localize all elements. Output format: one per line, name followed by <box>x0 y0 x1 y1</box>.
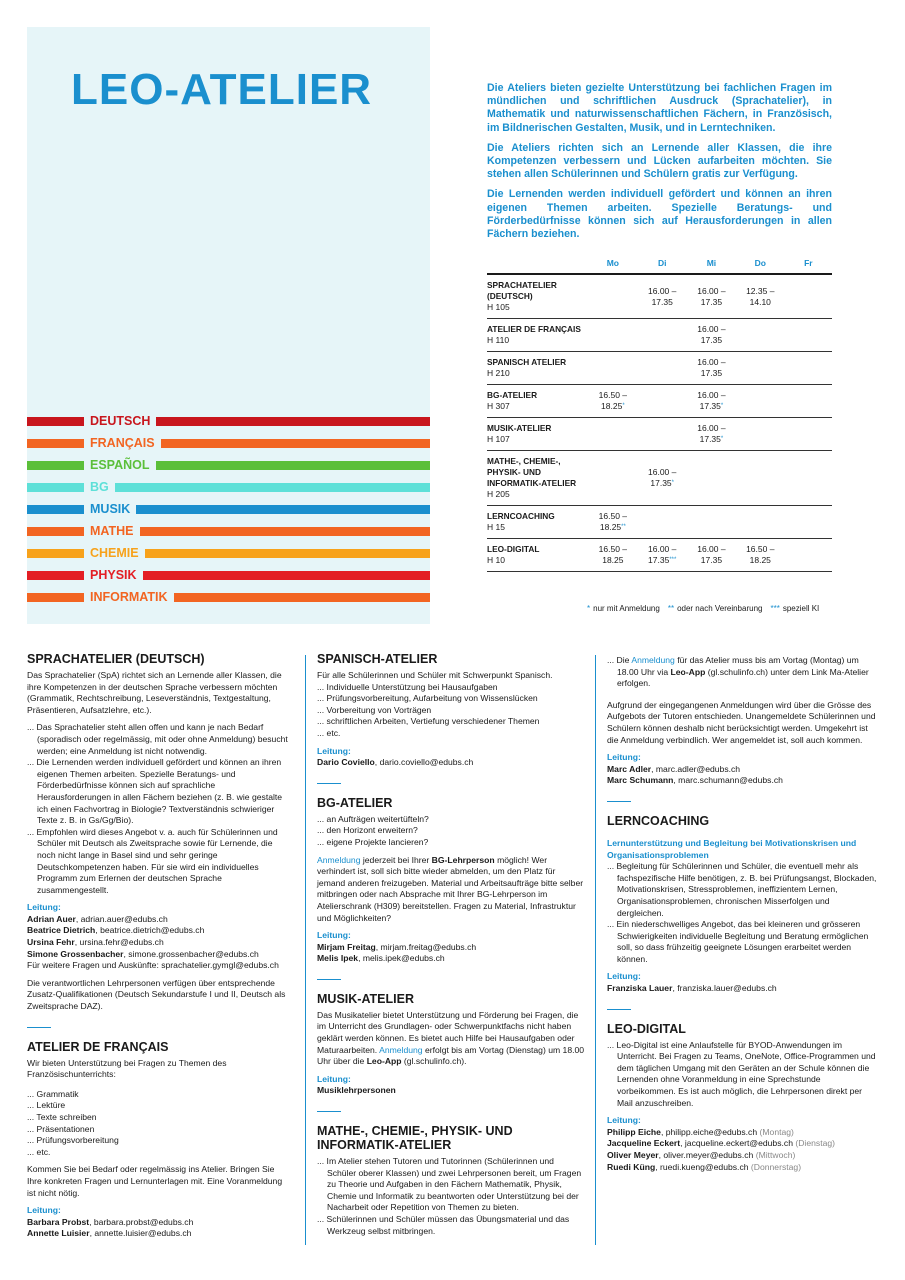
person-row: Philipp Eiche, philipp.eiche@edubs.ch (Montag) <box>607 1126 794 1137</box>
lc-leitung: Franziska Lauer, franziska.lauer@edubs.ch <box>607 983 777 994</box>
leo-app: Leo-App <box>670 666 706 677</box>
atelier-room: H 205 <box>487 489 510 499</box>
ma-cont-part: für das Atelier muss bis am Vortag (Montag) um 18.00 Uhr via <box>617 655 859 677</box>
separator <box>317 783 341 784</box>
ma-cont-part: (gl.schulinfo.ch) unter dem Link Ma-Atelier erfolgen. <box>617 666 869 689</box>
person-name: Melis Ipek <box>317 953 359 964</box>
atelier-name: LERNCOACHING <box>487 511 555 521</box>
atelier-room: H 107 <box>487 434 510 444</box>
list-item: ... Das Sprachatelier steht allen offen und kann je nach Bedarf (sporadisch oder regelmässig, mit oder ohne Anmeldung) besucht werden; eine Anmeldung ist nicht notwendig. <box>27 722 288 756</box>
legend-mark: *** <box>770 604 780 613</box>
time-cell <box>785 274 832 319</box>
legend-item <box>587 604 660 613</box>
person-email[interactable]: beatrice.dietrich@edubs.ch <box>100 925 205 936</box>
legend-item <box>770 604 819 613</box>
table-row <box>487 319 832 352</box>
bg-list <box>317 814 585 849</box>
atelier-cell <box>487 319 588 352</box>
legend-text: oder nach Vereinbarung <box>677 604 763 613</box>
time-cell <box>736 506 785 539</box>
separator <box>27 1027 51 1028</box>
time-cell <box>736 539 785 572</box>
subject-bar-label: BG <box>84 479 115 495</box>
ma-note: Aufgrund der eingegangenen Anmeldungen wird über die Grösse des Aufgebots der Tutoren entschieden. Unangemeldete Schülerinnen und Schülern können deshalb nicht berücksichtigt werden. Umgekehrt ist die Anmeldung verbindlich. Wer angemeldet ist, soll auch kommen. <box>607 699 876 745</box>
list-item: ... Schülerinnen und Schüler müssen das Übungsmaterial und das Werkzeug selbst mitbringen. <box>317 1214 570 1236</box>
atelier-room: H 110 <box>487 335 510 345</box>
time-value: 12.35 – 14.10 <box>746 285 775 307</box>
list-item: ... Leo-Digital ist eine Anlaufstelle für BYOD-Anwendungen im Unterricht. Bei Fragen zu Teams, OneNote, Office-Programmen und dem täglichen Umgang mit den Geräten an der Schule können die Lernenden ohne Voranmeldung in eine Sprechstunde vorbeikommen. Es ist auch möglich, die Lehrpersonen direkt per Mail anzuschreiben. <box>607 1039 876 1108</box>
table-row <box>487 451 832 506</box>
time-cell <box>785 385 832 418</box>
section-title-spanisch: SPANISCH-ATELIER <box>317 652 438 666</box>
subject-bar-label: DEUTSCH <box>84 413 156 429</box>
legend-item <box>668 604 763 613</box>
time-value: 16.00 – 17.35 <box>697 390 726 411</box>
time-value: 16.00 – 17.35 <box>648 467 677 488</box>
section-title-francais: ATELIER DE FRANÇAIS <box>27 1039 169 1054</box>
mu-text-part: Das Musikatelier bietet Unterstützung und Förderung bei Fragen, die im Unterricht des Grundlagen- oder Schwerpunktfachs nicht haben geklärt werden können. Es bietet auch Hilfe bei Hausaufgaben oder Maturaarbeiten. <box>317 1009 579 1055</box>
subject-bar-label: MUSIK <box>84 501 136 517</box>
person-email[interactable]: adrian.auer@edubs.ch <box>80 913 168 924</box>
person-name: Jacqueline Eckert <box>607 1138 681 1149</box>
section-title-bg: BG-ATELIER <box>317 795 393 810</box>
person-day: (Mittwoch) <box>755 1150 796 1160</box>
time-cell <box>785 352 832 385</box>
person-day: (Montag) <box>759 1126 794 1137</box>
list-item: ... Präsentationen <box>27 1123 95 1134</box>
time-cell <box>736 319 785 352</box>
intro-paragraph: Die Lernenden werden individuell gefördert und können an ihren eigenen Themen arbeiten. Spezielle Beratungs- und Förderbedürfnisse können sich auf Herausforderungen in allen Fächern beziehen. <box>487 188 832 241</box>
leitung-label: Leitung: <box>607 1115 641 1126</box>
hero-panel <box>27 27 430 624</box>
subject-bar <box>27 476 430 498</box>
person-email[interactable]: franziska.lauer@edubs.ch <box>677 983 777 994</box>
ma-cont-list <box>607 655 877 690</box>
atelier-room: H 210 <box>487 368 510 378</box>
anmeldung-highlight: Anmeldung <box>379 1044 423 1055</box>
list-item: ... Im Atelier stehen Tutoren und Tutorinnen (Schülerinnen und Schüler oberer Klassen) und zwei Lehrpersonen bereit, um Fragen zu Theorie und Aufgaben in den Fächern Mathematik, Physik, Chemie und Informatik zu beantworten oder Unterstützung bei der Nacharbeit oder Repetition von Themen zu bieten. <box>317 1156 582 1213</box>
es-leitung: Dario Coviello, dario.coviello@edubs.ch <box>317 757 474 768</box>
person-name: Beatrice Dietrich <box>27 925 96 936</box>
person-name: Annette Luisier <box>27 1228 90 1239</box>
time-cell <box>736 274 785 319</box>
person-row: Marc Adler, marc.adler@edubs.ch <box>607 763 741 774</box>
section-title-musik: MUSIK-ATELIER <box>317 991 414 1006</box>
atelier-room: H 15 <box>487 522 505 532</box>
bg-text-part: möglich! Wer verhindert ist, soll sich bitte wieder abmelden, um den Platz für jemand anderen freizugeben. Material und Arbeitsaufträge bitte selber mitbringen oder nach Absprache mit Ihrer BG-Lehrperson im Atelierschrank (H309) bereitstellen. Fragen zu Material, Infrastruktur und Möglichkeiten? <box>317 854 584 923</box>
table-row <box>487 506 832 539</box>
time-cell <box>687 352 736 385</box>
schedule-table <box>487 256 832 572</box>
time-cell <box>588 352 637 385</box>
time-mark: * <box>720 436 724 442</box>
list-item: ... etc. <box>317 727 341 738</box>
atelier-name: MUSIK-ATELIER <box>487 423 552 433</box>
time-value: 16.00 – 17.35 <box>648 544 677 565</box>
person-name: Franziska Lauer <box>607 983 673 994</box>
list-item: ... Die Lernenden werden individuell gefördert und können an ihren eigenen Themen arbeiten. Spezielle Beratungs- und Förderbedürfnisse können sich auf sprachliche Herausforderungen in allen Fächern beziehen (z. B. wie gestalte ich einen Fachvortrag in Biologie? Textverständnis schwieriger Texte z. B. in Gs/Gg/Bio). <box>27 757 283 826</box>
leitung-label: Leitung: <box>27 902 61 913</box>
column-divider <box>305 655 306 1245</box>
schedule-legend <box>587 604 827 613</box>
time-mark: * <box>622 403 625 409</box>
subject-bar <box>27 586 430 608</box>
column-3 <box>607 655 877 1173</box>
section-title-leodigital: LEO-DIGITAL <box>607 1021 686 1036</box>
list-item: ... Begleitung für Schülerinnen und Schüler, die eventuell mehr als fachspezifische Hilfe benötigen, z. B. bei Prüfungsangst, Blockaden, Motivationskrisen, Stressproblemen, ineffizientem Lernen, Organisationsproblemen, chronischen Misserfolgen und dergleichen. <box>607 861 877 918</box>
atelier-room: H 10 <box>487 555 505 565</box>
time-value: 16.50 – 18.25 <box>598 544 628 565</box>
ma-cont-part: ... Die <box>607 655 632 665</box>
column-divider <box>595 655 596 1245</box>
person-name: Marc Adler <box>607 763 652 774</box>
person-name: Dario Coviello <box>317 757 375 768</box>
person-row: Ursina Fehr, ursina.fehr@edubs.ch <box>27 937 164 948</box>
ld-people <box>607 1127 877 1173</box>
time-cell <box>588 539 637 572</box>
subject-bar <box>27 454 430 476</box>
atelier-room: H 307 <box>487 401 510 411</box>
separator <box>317 1111 341 1112</box>
person-row: Melis Ipek, melis.ipek@edubs.ch <box>317 953 445 964</box>
time-cell <box>687 539 736 572</box>
table-row <box>487 274 832 319</box>
time-mark: * <box>671 480 675 486</box>
separator <box>607 1009 631 1010</box>
atelier-cell <box>487 506 588 539</box>
time-cell <box>588 418 637 451</box>
person-email[interactable]: mirjam.freitag@edubs.ch <box>380 941 477 952</box>
bg-text-part: jederzeit bei Ihrer <box>360 854 432 865</box>
subject-bar <box>27 498 430 520</box>
list-item: ... eigene Projekte lancieren? <box>317 836 429 847</box>
atelier-name: SPRACHATELIER (DEUTSCH) <box>487 280 557 301</box>
list-item: ... den Horizont erweitern? <box>317 825 418 836</box>
leitung-label: Leitung: <box>317 930 351 941</box>
table-row <box>487 539 832 572</box>
time-cell <box>785 418 832 451</box>
person-name: Musiklehrpersonen <box>317 1085 396 1096</box>
day-header: Do <box>754 258 766 268</box>
person-row: Marc Schumann, marc.schumann@edubs.ch <box>607 775 783 786</box>
fr-people <box>27 1217 289 1240</box>
subject-bar-label: MATHE <box>84 523 140 539</box>
subject-bar-label: ESPAÑOL <box>84 457 156 473</box>
time-cell <box>637 506 686 539</box>
atelier-cell <box>487 352 588 385</box>
time-value: 16.50 – 18.25 <box>746 544 775 565</box>
person-day: (Donnerstag) <box>750 1161 802 1172</box>
time-cell <box>785 506 832 539</box>
fr-intro: Wir bieten Unterstützung bei Fragen zu Themen des Französischunterrichts: <box>27 1057 227 1080</box>
time-cell <box>588 319 637 352</box>
time-value: 16.50 – 18.25 <box>598 390 628 411</box>
list-item: ... Lektüre <box>27 1100 66 1111</box>
day-header: Mo <box>606 258 619 268</box>
day-header: Fr <box>804 258 813 268</box>
person-row: Adrian Auer, adrian.auer@edubs.ch <box>27 913 168 924</box>
person-row: Ruedi Küng, ruedi.kueng@edubs.ch (Donnerstag) <box>607 1161 802 1172</box>
subject-bar <box>27 520 430 542</box>
subject-bar <box>27 432 430 454</box>
fr-note: Kommen Sie bei Bedarf oder regelmässig ins Atelier. Bringen Sie Ihre konkreten Fragen und Lernunterlagen mit. Eine Voranmeldung ist nicht nötig. <box>27 1164 283 1198</box>
subject-bar-label: FRANÇAIS <box>84 435 161 451</box>
day-header: Mi <box>706 258 717 268</box>
anmeldung-highlight: Anmeldung <box>631 655 675 665</box>
person-row: Oliver Meyer, oliver.meyer@edubs.ch (Mittwoch) <box>607 1150 796 1160</box>
leitung-label: Leitung: <box>607 971 641 982</box>
time-cell <box>736 451 785 506</box>
list-item: ... Empfohlen wird dieses Angebot v. a. auch für Schülerinnen und Schüler mit Deutsch als Zweitsprache sowie für Lernende, die noch nicht lange in Basel sind und sehr geringe Deutschkompetenzen haben. Für sie wird ein individuelles Programm zum Erlernen der deutschen Sprache zusammengestellt. <box>27 826 278 895</box>
list-item: ... Prüfungsvorbereitung, Aufarbeitung von Wissenslücken <box>317 693 538 704</box>
bg-lehrperson: BG-Lehrperson <box>431 854 495 865</box>
person-email[interactable]: simone.grossenbacher@edubs.ch <box>128 948 259 959</box>
person-row: Barbara Probst, barbara.probst@edubs.ch <box>27 1216 194 1227</box>
person-email[interactable]: marc.adler@edubs.ch <box>655 763 741 774</box>
person-row: Mirjam Freitag, mirjam.freitag@edubs.ch <box>317 941 477 952</box>
fr-list <box>27 1089 289 1159</box>
atelier-room: H 105 <box>487 302 510 312</box>
intro-paragraph: Die Ateliers bieten gezielte Unterstützung bei fachlichen Fragen im mündlichen und schriftlichen Ausdruck (Sprachatelier), in Mathematik und naturwissenschaftlichen Fächern, in Französisch, im Bildnerischen Gestalten, Musik, und in Lerntechniken. <box>487 82 832 134</box>
person-email[interactable]: jacqueline.eckert@edubs.ch <box>684 1138 793 1149</box>
time-cell <box>785 539 832 572</box>
leitung-label: Leitung: <box>607 752 641 763</box>
person-email[interactable]: melis.ipek@edubs.ch <box>362 953 445 964</box>
time-value: 16.00 – 17.35 <box>697 544 726 565</box>
section-title-mathe: MATHE-, CHEMIE-, PHYSIK- UND INFORMATIK-ATELIER <box>317 1124 513 1153</box>
sprach-contact: Für weitere Fragen und Auskünfte: sprachatelier.gymgl@edubs.ch <box>27 960 279 971</box>
time-cell <box>637 385 686 418</box>
es-list <box>317 682 585 740</box>
atelier-name: ATELIER DE FRANÇAIS <box>487 324 581 334</box>
atelier-name: LEO-DIGITAL <box>487 544 540 554</box>
atelier-name: MATHE-, CHEMIE-, PHYSIK- UND INFORMATIK-ATELIER <box>487 456 577 488</box>
person-row: Jacqueline Eckert, jacqueline.eckert@edubs.ch (Dienstag) <box>607 1138 836 1149</box>
person-name: Ursina Fehr <box>27 937 75 948</box>
time-cell <box>687 274 736 319</box>
logo: LEO-ATELIER <box>71 65 373 114</box>
ma-list <box>317 1156 585 1237</box>
time-value: 16.00 – 17.35 <box>697 324 726 345</box>
person-row: Beatrice Dietrich, beatrice.dietrich@edubs.ch <box>27 925 205 936</box>
intro-text <box>487 82 832 248</box>
person-name: Simone Grossenbacher <box>27 948 124 959</box>
person-email[interactable]: philipp.eiche@edubs.ch <box>665 1126 758 1137</box>
list-item <box>607 655 877 690</box>
time-cell <box>588 274 637 319</box>
list-item: ... Vorbereitung von Vorträgen <box>317 704 432 715</box>
bg-people <box>317 942 585 965</box>
time-value: 16.00 – 17.35 <box>697 357 726 378</box>
time-value: 16.00 – 17.35 <box>648 285 677 307</box>
legend-mark: * <box>587 604 591 613</box>
time-mark: ** <box>621 524 626 530</box>
list-item: ... schriftlichen Arbeiten, Vertiefung verschiedener Themen <box>317 716 540 727</box>
person-name: Mirjam Freitag <box>317 941 376 952</box>
time-mark: *** <box>669 557 677 563</box>
subject-bar-label: CHEMIE <box>84 545 145 561</box>
time-cell <box>736 385 785 418</box>
atelier-name: BG-ATELIER <box>487 390 538 400</box>
schedule-corner <box>487 256 588 274</box>
anmeldung-highlight: Anmeldung <box>317 854 361 865</box>
legend-mark: ** <box>667 604 675 613</box>
person-email[interactable]: barbara.probst@edubs.ch <box>93 1216 194 1227</box>
time-cell <box>637 451 686 506</box>
time-cell <box>637 539 686 572</box>
section-title-lerncoaching: LERNCOACHING <box>607 813 710 828</box>
column-1 <box>27 652 289 1240</box>
section-title-sprachatelier: SPRACHATELIER (DEUTSCH) <box>27 652 205 666</box>
time-value: 16.00 – 17.35 <box>697 423 726 444</box>
person-name: Oliver Meyer <box>607 1150 659 1160</box>
day-header: Di <box>657 258 667 268</box>
table-row <box>487 418 832 451</box>
intro-paragraph: Die Ateliers richten sich an Lernende aller Klassen, die ihre Kompetenzen verbessern und Lücken aufarbeiten möchten. Sie stehen allen Schülerinnen und Schülern gratis zur Verfügung. <box>487 141 832 181</box>
person-row: Simone Grossenbacher, simone.grossenbacher@edubs.ch <box>27 948 259 959</box>
list-item: ... an Aufträgen weitertüfteln? <box>317 813 429 824</box>
ld-list <box>607 1040 877 1110</box>
person-email[interactable]: ursina.fehr@edubs.ch <box>79 937 164 948</box>
separator <box>607 801 631 802</box>
table-row <box>487 385 832 418</box>
lc-subtitle: Lernunterstützung und Begleitung bei Motivationskrisen und Organisationsproblemen <box>607 837 857 860</box>
time-cell <box>637 274 686 319</box>
person-email[interactable]: marc.schumann@edubs.ch <box>678 775 783 786</box>
atelier-cell <box>487 418 588 451</box>
person-day: (Dienstag) <box>795 1138 836 1149</box>
sprach-intro: Das Sprachatelier (SpA) richtet sich an Lernende aller Klassen, die ihre Kompetenzen in der deutschen Sprache verbessern möchten (Grammatik, Rechtschreibung, Leseverständnis, Textgestaltung, Präsentieren, Aufsatzlehre, etc.). <box>27 670 282 715</box>
time-cell <box>588 385 637 418</box>
time-cell <box>637 418 686 451</box>
time-cell <box>687 319 736 352</box>
time-value: 16.00 – 17.35 <box>697 285 726 307</box>
atelier-cell <box>487 274 588 319</box>
separator <box>317 979 341 980</box>
list-item: ... etc. <box>27 1146 51 1157</box>
sprach-list <box>27 722 289 896</box>
leo-app: Leo-App <box>366 1056 402 1067</box>
subject-bars <box>27 410 430 608</box>
person-email[interactable]: dario.coviello@edubs.ch <box>379 757 474 768</box>
subject-bar <box>27 564 430 586</box>
time-cell <box>588 451 637 506</box>
person-email[interactable]: ruedi.kueng@edubs.ch <box>660 1161 749 1172</box>
mu-text-part: erfolgt bis am Vortag (Dienstag) um 18.00 Uhr über die <box>317 1044 585 1067</box>
person-email[interactable]: annette.luisier@edubs.ch <box>94 1228 192 1239</box>
mu-text-part: (gl.schulinfo.ch). <box>401 1056 467 1067</box>
person-email[interactable]: oliver.meyer@edubs.ch <box>663 1150 754 1160</box>
person-name: Philipp Eiche <box>607 1126 661 1137</box>
time-cell <box>687 418 736 451</box>
mu-text <box>317 1010 585 1068</box>
time-cell <box>637 352 686 385</box>
atelier-name: SPANISCH ATELIER <box>487 357 567 367</box>
bg-text <box>317 855 585 925</box>
time-value: 16.50 – 18.25 <box>598 511 628 532</box>
list-item: ... Individuelle Unterstützung bei Hausaufgaben <box>317 681 498 692</box>
list-item: ... Prüfungsvorbereitung <box>27 1135 119 1146</box>
subject-bar <box>27 542 430 564</box>
list-item: ... Ein niederschwelliges Angebot, das bei kleineren und grösseren Schwierigkeiten individuelle Begleitung und Beratung ermöglichen soll, so dass frühzeitig geeignete Lösungen erarbeitet werden können. <box>607 919 869 964</box>
sprach-people <box>27 914 289 960</box>
ma-people <box>607 764 877 787</box>
time-cell <box>785 319 832 352</box>
atelier-cell <box>487 539 588 572</box>
subject-bar <box>27 410 430 432</box>
time-cell <box>637 319 686 352</box>
list-item: ... Grammatik <box>27 1088 79 1099</box>
lc-list <box>607 861 877 965</box>
leitung-label: Leitung: <box>27 1205 61 1216</box>
person-name: Marc Schumann <box>607 775 674 786</box>
leitung-label: Leitung: <box>317 1073 351 1084</box>
time-cell <box>687 385 736 418</box>
mu-leitung <box>317 1085 585 1097</box>
person-name: Adrian Auer <box>27 913 76 924</box>
time-cell <box>687 451 736 506</box>
time-cell <box>687 506 736 539</box>
legend-text: speziell KI <box>782 604 820 613</box>
time-cell <box>736 352 785 385</box>
leitung-label: Leitung: <box>317 745 351 756</box>
time-cell <box>785 451 832 506</box>
atelier-cell <box>487 385 588 418</box>
column-2 <box>317 652 585 1243</box>
atelier-cell <box>487 451 588 506</box>
time-cell <box>736 418 785 451</box>
subject-bar-label: PHYSIK <box>84 567 143 583</box>
list-item: ... Texte schreiben <box>27 1112 97 1122</box>
es-intro: Für alle Schülerinnen und Schüler mit Schwerpunkt Spanisch. <box>317 670 553 680</box>
subject-bar-label: INFORMATIK <box>84 589 174 605</box>
time-cell <box>588 506 637 539</box>
legend-text: nur mit Anmeldung <box>593 604 660 613</box>
person-row: Annette Luisier, annette.luisier@edubs.ch <box>27 1228 192 1239</box>
person-name: Ruedi Küng <box>607 1161 656 1172</box>
table-row <box>487 352 832 385</box>
time-mark: * <box>720 403 724 409</box>
person-name: Barbara Probst <box>27 1216 90 1227</box>
sprach-note: Die verantwortlichen Lehrpersonen verfügen über entsprechende Zusatz-Qualifikationen (Deutsch Sekundarstufe I und II, Deutsch als Zweitsprache DAZ). <box>27 977 286 1012</box>
